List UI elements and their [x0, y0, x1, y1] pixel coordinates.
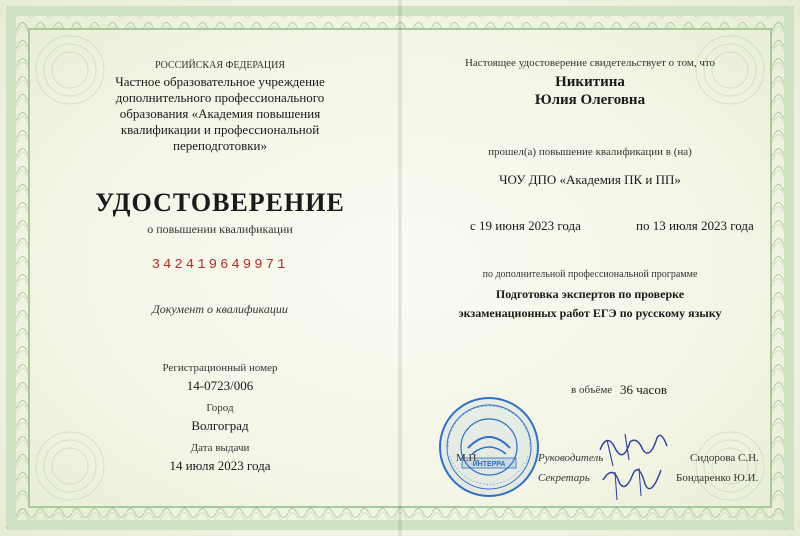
reg-number: 14-0723/006: [186, 378, 254, 393]
signature-head: [595, 420, 675, 502]
secretary-name: Бондаренко Ю.И.: [676, 472, 759, 484]
reg-number-label: Регистрационный номер: [162, 362, 278, 374]
intro-text: Настоящее удостоверение свидетельствует о том, что: [464, 57, 716, 69]
program-label: по дополнительной профессиональной программе: [482, 269, 698, 280]
program-line-1: Подготовка экспертов по проверке: [495, 287, 685, 301]
secretary-label: Секретарь: [538, 472, 590, 484]
country-label: РОССИЙСКАЯ ФЕДЕРАЦИЯ: [154, 60, 286, 71]
certificate-subtitle: о повышении квалификации: [147, 222, 293, 236]
recipient-surname: Никитина: [555, 74, 625, 90]
institution-name: ЧОУ ДПО «Академия ПК и ПП»: [499, 172, 681, 187]
issue-date-label: Дата выдачи: [190, 442, 250, 454]
certificate-title: УДОСТОВЕРЕНИЕ: [95, 188, 345, 217]
document-type: Документ о квалификации: [152, 302, 288, 316]
official-stamp: [438, 396, 540, 498]
city: Волгоград: [191, 418, 249, 433]
org-line-3: образования «Академия повышения: [119, 106, 321, 121]
head-label: Руководитель: [538, 452, 604, 464]
org-line-4: квалификации и профессиональной: [120, 122, 320, 137]
date-to: по 13 июля 2023 года: [636, 218, 754, 233]
recipient-name: Юлия Олеговна: [534, 92, 646, 108]
center-fold: [398, 0, 402, 536]
org-line-2: дополнительного профессионального: [115, 90, 325, 105]
city-label: Город: [206, 402, 234, 414]
volume-label: в объёме: [571, 384, 613, 396]
serial-number: 342419649971: [151, 257, 289, 273]
passed-label: прошел(а) повышение квалификации в (на): [488, 146, 692, 158]
date-from: с 19 июня 2023 года: [470, 218, 581, 233]
volume-hours: 36 часов: [620, 382, 667, 397]
head-name: Сидорова С.Н.: [690, 452, 759, 464]
issue-date: 14 июля 2023 года: [169, 458, 271, 473]
program-line-2: экзаменационных работ ЕГЭ по русскому языку: [458, 306, 722, 320]
stamp-text: ИНТЕРРА: [472, 461, 506, 468]
org-line-1: Частное образовательное учреждение: [115, 74, 325, 89]
mp-label: М.П.: [456, 452, 480, 464]
org-line-5: переподготовки»: [173, 138, 267, 153]
